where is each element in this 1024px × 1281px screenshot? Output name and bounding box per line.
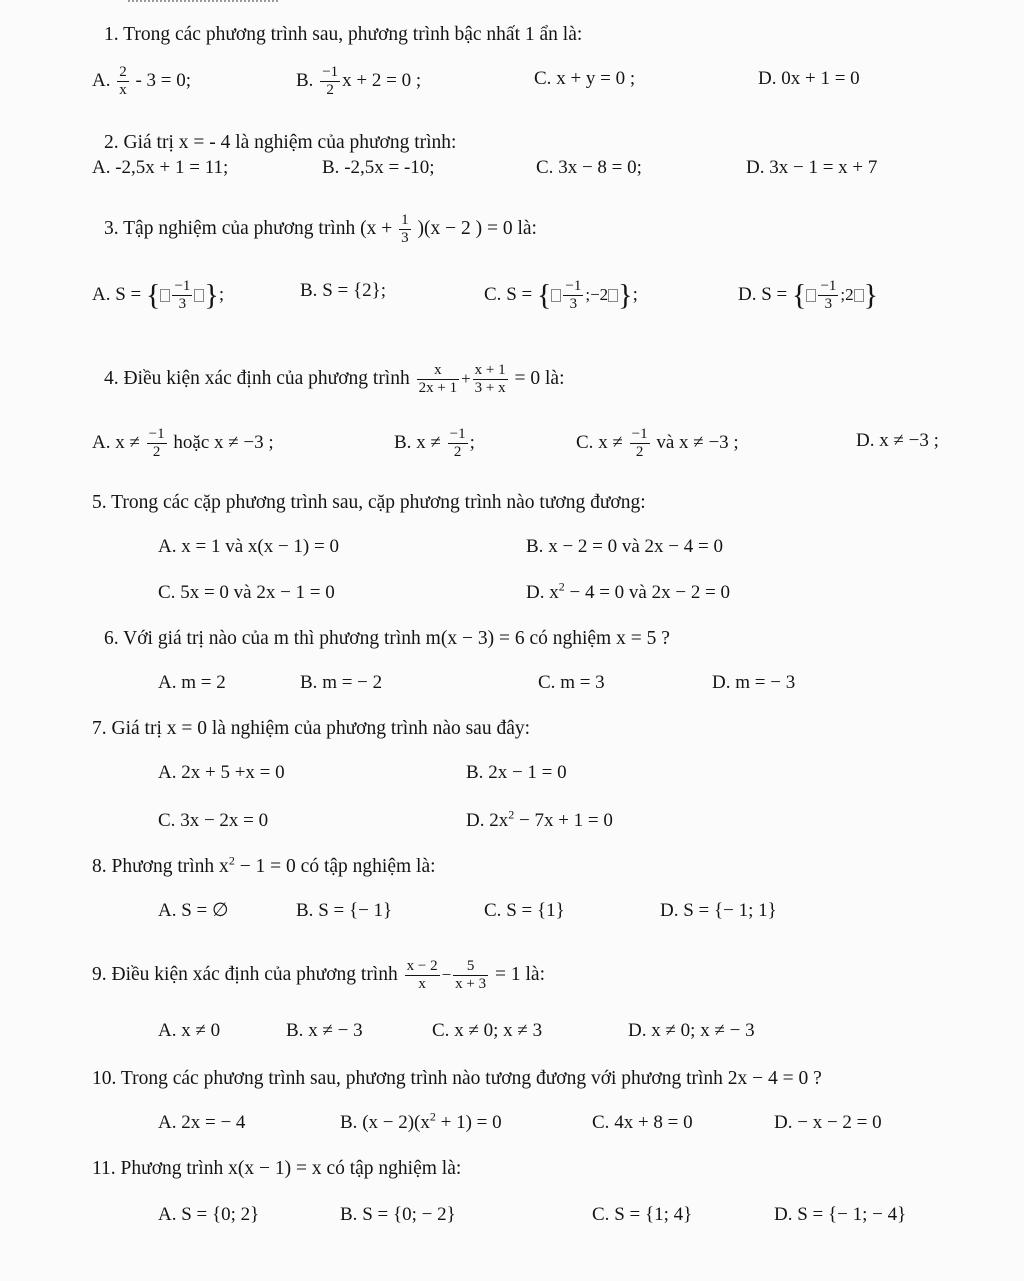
option-label: B. [394, 431, 412, 453]
fraction-numerator: x − 2 [406, 958, 438, 974]
stem-text: 8. Phương trình x [92, 856, 229, 877]
operator: − [441, 964, 452, 984]
question-1-stem: 1. Trong các phương trình sau, phương trình bậc nhất 1 ẩn là: [104, 24, 583, 45]
question-3-option-d [738, 278, 878, 313]
question-2-option-c [536, 155, 642, 181]
question-5-option-d [526, 580, 730, 606]
option-text: S = {0; − 2} [362, 1204, 456, 1225]
option-label: A. [92, 283, 111, 305]
option-label: B. [286, 1020, 304, 1041]
question-2-stem: 2. Giá trị x = - 4 là nghiệm của phương trình: [104, 132, 457, 153]
question-7-stem: 7. Giá trị x = 0 là nghiệm của phương trình nào sau đây: [92, 718, 531, 739]
fraction [563, 278, 583, 313]
option-label: A. [158, 762, 177, 783]
fraction-numerator: −1 [148, 426, 165, 442]
option-text: hoặc x ≠ −3 ; [168, 431, 274, 453]
option-label: A. [158, 1112, 177, 1133]
right-brace: } [863, 278, 879, 312]
fraction-denominator: x [405, 975, 440, 993]
option-text: ; [218, 283, 225, 305]
missing-glyph-box [160, 289, 170, 302]
fraction-denominator: 2 [448, 443, 468, 461]
option-label: D. [774, 1204, 793, 1225]
option-label: A. [158, 1204, 177, 1225]
option-label: B. [296, 900, 314, 921]
option-text: S = {0; 2} [181, 1204, 260, 1225]
option-text: S = [115, 283, 147, 305]
option-label: A. [158, 672, 177, 693]
option-text: x + 2 = 0 ; [342, 69, 422, 91]
question-9-stem [92, 958, 545, 993]
stem-text: = 1 là: [490, 963, 546, 985]
question-10-option-a [158, 1110, 245, 1136]
option-label: B. [340, 1112, 358, 1133]
option-label: C. [538, 672, 556, 693]
question-6-option-d [712, 670, 795, 696]
option-label: B. [340, 1204, 358, 1225]
question-3-stem [104, 212, 537, 247]
option-label: D. [466, 810, 485, 831]
option-label: D. [856, 430, 875, 451]
fraction-denominator: 3 [563, 295, 583, 313]
option-label: D. [660, 900, 679, 921]
option-text: -2,5x = -10; [344, 157, 435, 178]
option-text: S = [761, 283, 793, 305]
question-10-option-b [340, 1110, 502, 1136]
question-11-option-b [340, 1202, 456, 1228]
question-5-stem: 5. Trong các cặp phương trình sau, cặp phương trình nào tương đương: [92, 492, 646, 513]
option-text: 5x = 0 và 2x − 1 = 0 [180, 582, 335, 603]
option-text: 2x [489, 810, 509, 831]
operator: + [461, 368, 471, 388]
option-label: B. [466, 762, 484, 783]
option-label: C. [534, 68, 552, 89]
option-label: D. [738, 283, 757, 305]
option-label: C. [536, 157, 554, 178]
option-text: ;−2 [585, 284, 609, 304]
question-4-option-c [576, 426, 739, 461]
option-label: A. [158, 900, 177, 921]
stem-text: 9. Điều kiện xác định của phương trình [92, 963, 403, 985]
option-label: B. [296, 69, 314, 91]
question-7-option-a [158, 760, 285, 786]
option-text: m = 3 [560, 672, 605, 693]
option-label: C. [432, 1020, 450, 1041]
fraction [172, 278, 192, 313]
option-text: S = {1; 4} [614, 1204, 693, 1225]
question-7-option-c [158, 808, 268, 834]
fraction-numerator: −1 [322, 64, 339, 80]
question-4-option-d [856, 428, 939, 454]
option-text: x ≠ 0 [181, 1020, 221, 1041]
option-label: B. [300, 672, 318, 693]
option-label: C. [576, 431, 594, 453]
question-9-option-a [158, 1018, 220, 1044]
option-label: D. [526, 582, 545, 603]
option-text: x [549, 582, 559, 603]
question-11-option-d [774, 1202, 906, 1228]
fraction-denominator: 3 [401, 230, 409, 246]
option-text: − 4 = 0 và 2x − 2 = 0 [564, 582, 731, 603]
question-3-option-a [92, 278, 224, 313]
option-text: S = {− 1; − 4} [797, 1204, 907, 1225]
question-9-option-b [286, 1018, 363, 1044]
fraction [417, 362, 459, 397]
question-1-option-d [758, 66, 860, 92]
option-text: x ≠ − 3 [308, 1020, 363, 1041]
question-3-option-b [300, 278, 386, 304]
question-10-option-c [592, 1110, 693, 1136]
option-text: S = {− 1; 1} [683, 900, 777, 921]
option-text: m = − 3 [735, 672, 796, 693]
question-2-option-a [92, 155, 228, 181]
option-text: S = {2}; [322, 280, 386, 301]
right-brace: } [204, 278, 219, 312]
question-5-option-a [158, 534, 339, 560]
missing-glyph-box [551, 289, 561, 302]
option-label: A. [158, 1020, 177, 1041]
left-brace: { [536, 278, 552, 312]
question-11-stem: 11. Phương trình x(x − 1) = x có tập nghiệm là: [92, 1158, 462, 1179]
question-8-option-d [660, 898, 777, 924]
option-label: A. [92, 431, 111, 453]
fraction-denominator: 3 [172, 295, 192, 313]
option-text: 4x + 8 = 0 [614, 1112, 693, 1133]
option-text: m = − 2 [322, 672, 383, 693]
question-5-option-c [158, 580, 335, 606]
option-text: S = [506, 283, 537, 305]
fraction [405, 958, 440, 993]
option-label: D. [758, 68, 777, 89]
question-11-option-c [592, 1202, 692, 1228]
fraction-numerator: −1 [449, 426, 466, 442]
fraction-denominator: x [119, 82, 127, 98]
option-text: x ≠ [416, 431, 446, 453]
fraction-denominator: 2x + 1 [418, 380, 458, 396]
fraction-numerator: 5 [466, 958, 475, 974]
top-edge-mark [128, 0, 278, 6]
option-text: m = 2 [181, 672, 226, 693]
option-text: 3x − 2x = 0 [180, 810, 269, 831]
option-text: 0x + 1 = 0 [781, 68, 860, 89]
exponent: 2 [558, 579, 565, 594]
option-label: C. [484, 283, 502, 305]
option-text: ;2 [840, 284, 854, 304]
option-text: x = 1 và x(x − 1) = 0 [181, 536, 339, 557]
option-label: C. [592, 1204, 610, 1225]
right-brace: } [618, 278, 633, 312]
question-2-option-b [322, 155, 435, 181]
option-label: D. [628, 1020, 647, 1041]
fraction [453, 958, 488, 993]
option-text: 2x = − 4 [181, 1112, 246, 1133]
option-text: x ≠ 0; x ≠ 3 [454, 1020, 543, 1041]
option-text: -2,5x + 1 = 11; [115, 157, 229, 178]
option-text: ; [632, 283, 638, 305]
fraction [448, 426, 468, 461]
option-text: S = ∅ [181, 900, 229, 921]
left-brace: { [792, 278, 807, 312]
option-label: C. [158, 810, 176, 831]
question-8-stem [92, 854, 436, 880]
fraction-numerator: −1 [631, 426, 648, 442]
option-text: x ≠ [115, 431, 145, 453]
question-8-option-a [158, 898, 229, 924]
question-9-option-c [432, 1018, 542, 1044]
stem-text: )(x − 2 ) = 0 là: [412, 217, 537, 239]
fraction [473, 362, 508, 397]
fraction-denominator: 2 [630, 443, 650, 461]
stem-text: 3. Tập nghiệm của phương trình (x + [104, 217, 398, 239]
missing-glyph-box [806, 289, 816, 302]
option-text: - 3 = 0; [130, 69, 192, 91]
fraction-numerator: −1 [174, 278, 191, 294]
question-2-option-d [746, 155, 877, 181]
question-7-option-d [466, 808, 613, 834]
option-label: C. [484, 900, 502, 921]
option-text: x ≠ 0; x ≠ − 3 [651, 1020, 755, 1041]
question-4-option-a [92, 426, 274, 461]
question-8-option-b [296, 898, 392, 924]
question-6-option-a [158, 670, 226, 696]
missing-glyph-box [854, 289, 864, 302]
question-4-option-b [394, 426, 475, 461]
exponent: 2 [429, 1109, 436, 1124]
question-6-option-c [538, 670, 605, 696]
option-text: + 1) = 0 [435, 1112, 502, 1133]
question-6-stem: 6. Với giá trị nào của m thì phương trình m(x − 3) = 6 có nghiệm x = 5 ? [104, 628, 670, 649]
fraction-denominator: x + 3 [455, 976, 487, 992]
left-brace: { [146, 278, 161, 312]
exponent: 2 [228, 853, 235, 868]
question-10-stem: 10. Trong các phương trình sau, phương trình nào tương đương với phương trình 2x − 4 = 0 ? [92, 1068, 822, 1089]
fraction-numerator: 2 [119, 64, 127, 80]
exponent: 2 [508, 807, 515, 822]
fraction-numerator: 1 [401, 212, 409, 228]
option-label: B. [300, 280, 318, 301]
fraction-denominator: 2 [320, 81, 340, 99]
question-11-option-a [158, 1202, 259, 1228]
option-text: 2x − 1 = 0 [488, 762, 567, 783]
question-8-option-c [484, 898, 565, 924]
option-label: B. [322, 157, 340, 178]
question-9-option-d [628, 1018, 755, 1044]
fraction-denominator: 3 + x [474, 380, 506, 396]
question-6-option-b [300, 670, 382, 696]
fraction [818, 278, 838, 313]
fraction-denominator: 3 [818, 295, 838, 313]
fraction-numerator: −1 [820, 278, 837, 294]
option-label: D. [746, 157, 765, 178]
stem-text: − 1 = 0 có tập nghiệm là: [234, 856, 436, 877]
question-7-option-b [466, 760, 567, 786]
question-3-option-c [484, 278, 638, 313]
fraction [320, 64, 340, 99]
option-label: D. [712, 672, 731, 693]
option-label: C. [158, 582, 176, 603]
option-label: A. [92, 69, 111, 91]
option-label: C. [592, 1112, 610, 1133]
missing-glyph-box [194, 289, 204, 302]
fraction [630, 426, 650, 461]
option-text: S = {1} [506, 900, 565, 921]
stem-text: = 0 là: [509, 367, 565, 389]
fraction [117, 64, 129, 99]
option-label: B. [526, 536, 544, 557]
option-text: x + y = 0 ; [556, 68, 636, 89]
fraction-numerator: x [434, 362, 442, 378]
option-label: A. [158, 536, 177, 557]
fraction-numerator: x + 1 [474, 362, 506, 378]
option-label: A. [92, 157, 111, 178]
question-4-stem [104, 362, 565, 397]
option-text: ; [469, 431, 475, 453]
option-text: x − 2 = 0 và 2x − 4 = 0 [548, 536, 723, 557]
option-text: S = {− 1} [318, 900, 393, 921]
option-text: x ≠ −3 ; [879, 430, 939, 451]
stem-text: 4. Điều kiện xác định của phương trình [104, 367, 415, 389]
option-label: D. [774, 1112, 793, 1133]
option-text: (x − 2)(x [362, 1112, 430, 1133]
question-1-option-c [534, 66, 635, 92]
option-text: 3x − 8 = 0; [558, 157, 642, 178]
fraction [399, 212, 411, 247]
option-text: 2x + 5 +x = 0 [181, 762, 285, 783]
option-text: 3x − 1 = x + 7 [769, 157, 878, 178]
question-5-option-b [526, 534, 723, 560]
option-text: x ≠ [598, 431, 628, 453]
option-text: − x − 2 = 0 [797, 1112, 882, 1133]
fraction [147, 426, 167, 461]
missing-glyph-box [608, 289, 618, 302]
option-text: và x ≠ −3 ; [651, 431, 739, 453]
option-text: − 7x + 1 = 0 [514, 810, 613, 831]
question-1-option-b [296, 64, 421, 99]
fraction-numerator: −1 [565, 278, 582, 294]
question-10-option-d [774, 1110, 882, 1136]
fraction-denominator: 2 [147, 443, 167, 461]
question-1-option-a [92, 64, 191, 99]
